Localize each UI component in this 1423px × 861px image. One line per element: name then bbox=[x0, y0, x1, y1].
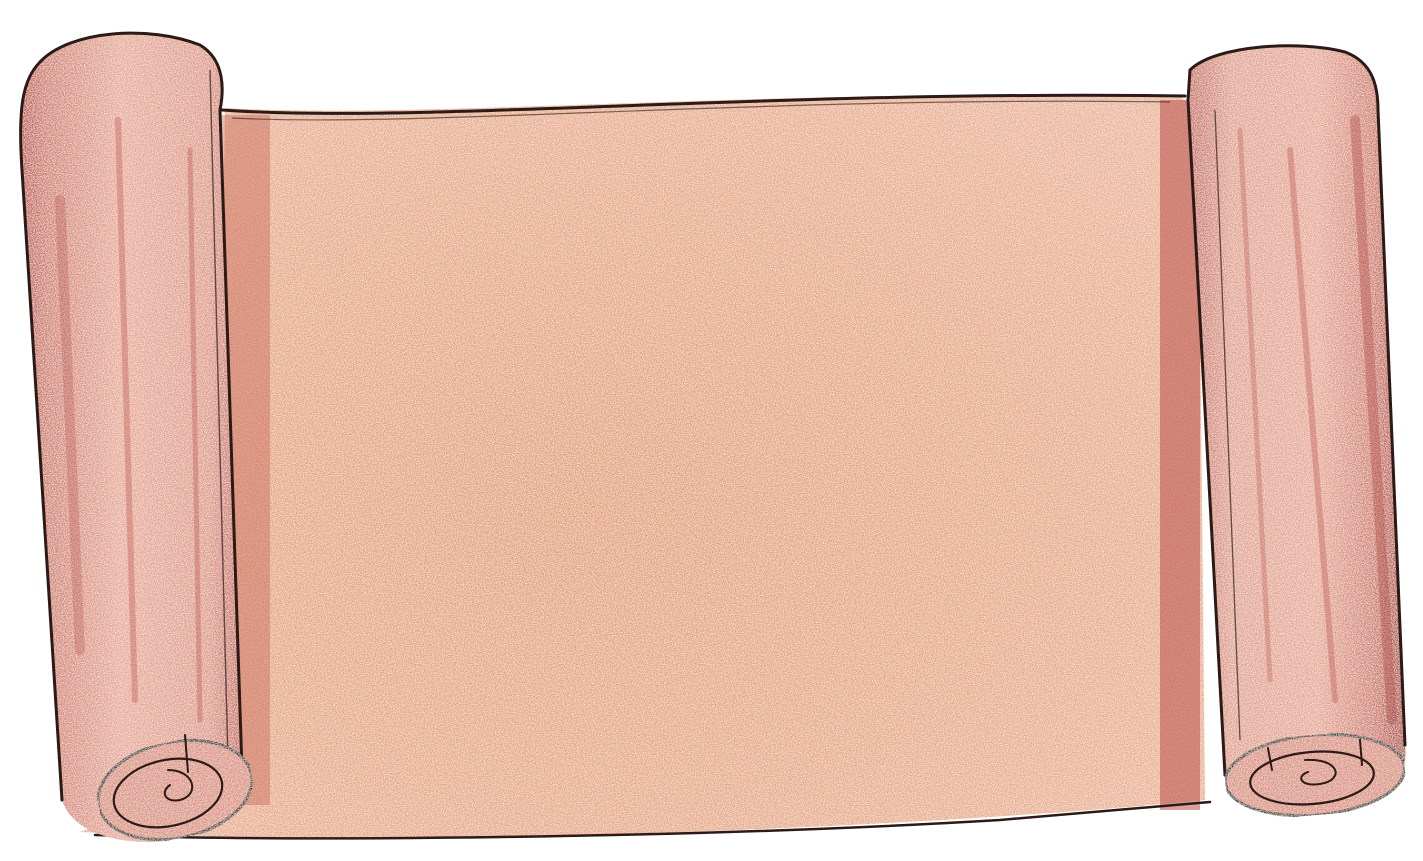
parchment-sheet bbox=[80, 95, 1210, 839]
right-scroll-roll bbox=[1188, 46, 1408, 823]
